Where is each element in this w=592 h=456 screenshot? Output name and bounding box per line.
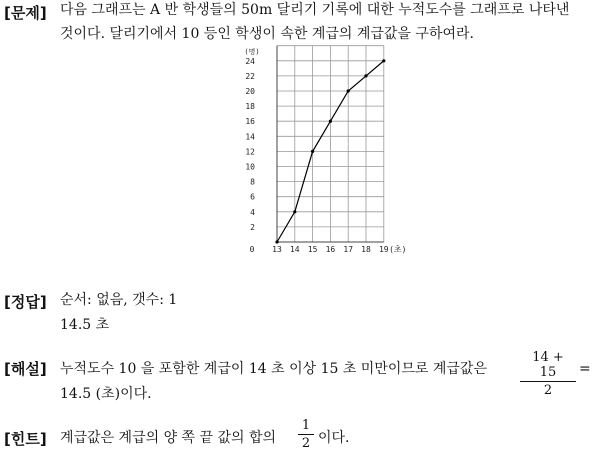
x-tick-label: 19 <box>378 245 389 254</box>
explanation-fraction-denominator: 2 <box>543 383 553 398</box>
y-tick-label: 20 <box>245 87 255 96</box>
hint-line-1: 계급값은 계급의 양 쪽 끝 값의 합의 <box>60 430 277 446</box>
data-point <box>347 89 350 92</box>
hint-tag: [힌트] <box>4 430 47 448</box>
x-tick-label: 16 <box>325 245 336 254</box>
answer-line-1: 순서: 없음, 갯수: 1 <box>60 292 178 308</box>
x-tick-label: 17 <box>343 245 354 254</box>
hint-line-end: 이다. <box>318 430 350 446</box>
hint-fraction-denominator: 2 <box>301 436 311 451</box>
y-axis-label: (명) <box>244 48 260 56</box>
y-tick-label: 14 <box>245 132 255 142</box>
explanation-tag: [해설] <box>4 360 47 378</box>
answer-tag: [정답] <box>4 293 47 311</box>
problem-line-2: 것이다. 달리기에서 10 등인 학생이 속한 계급의 계급값을 구하여라. <box>60 26 474 42</box>
y-tick-label: 18 <box>245 102 255 112</box>
data-point <box>311 150 314 153</box>
explanation-fraction <box>520 350 576 398</box>
hint-fraction-numerator: 1 <box>301 418 311 433</box>
chart-tick-labels <box>244 47 406 254</box>
y-tick-label: 22 <box>245 71 255 81</box>
y-tick-label: 8 <box>250 177 255 187</box>
hint-fraction <box>298 418 314 451</box>
cumulative-frequency-chart <box>240 45 415 260</box>
answer-line-2: 14.5 초 <box>60 317 110 333</box>
x-tick-label: 18 <box>361 245 371 254</box>
y-tick-label: 24 <box>245 56 255 66</box>
y-tick-label: 12 <box>245 147 255 157</box>
data-point <box>275 240 278 243</box>
y-tick-label: 6 <box>250 192 255 202</box>
y-tick-label: 16 <box>245 117 255 127</box>
data-point <box>382 59 385 62</box>
data-point <box>293 210 296 213</box>
x-axis-label: (초) <box>389 245 407 254</box>
x-tick-label: 13 <box>272 245 282 254</box>
fraction-bar <box>298 434 314 435</box>
y-tick-label: 2 <box>250 222 255 232</box>
x-tick-label: 14 <box>289 245 300 254</box>
explanation-line-2: 14.5 (초)이다. <box>60 386 152 402</box>
problem-tag: [문제] <box>4 4 47 22</box>
y-tick-label: 10 <box>245 162 255 172</box>
explanation-line-1: 누적도수 10 을 포함한 계급이 14 초 이상 15 초 미만이므로 계급값은 <box>60 361 487 377</box>
problem-line-1: 다음 그래프는 A 반 학생들의 50m 달리기 기록에 대한 누적도수를 그래프로 나타낸 <box>60 2 570 18</box>
y-tick-label: 4 <box>250 207 255 217</box>
data-point <box>364 74 367 77</box>
data-point <box>329 120 332 123</box>
x-tick-label: 15 <box>307 245 318 254</box>
explanation-fraction-numerator: 14 + 15 <box>532 350 564 380</box>
origin-label: 0 <box>249 245 255 254</box>
fraction-bar <box>520 381 576 382</box>
explanation-equals: = <box>579 361 591 377</box>
